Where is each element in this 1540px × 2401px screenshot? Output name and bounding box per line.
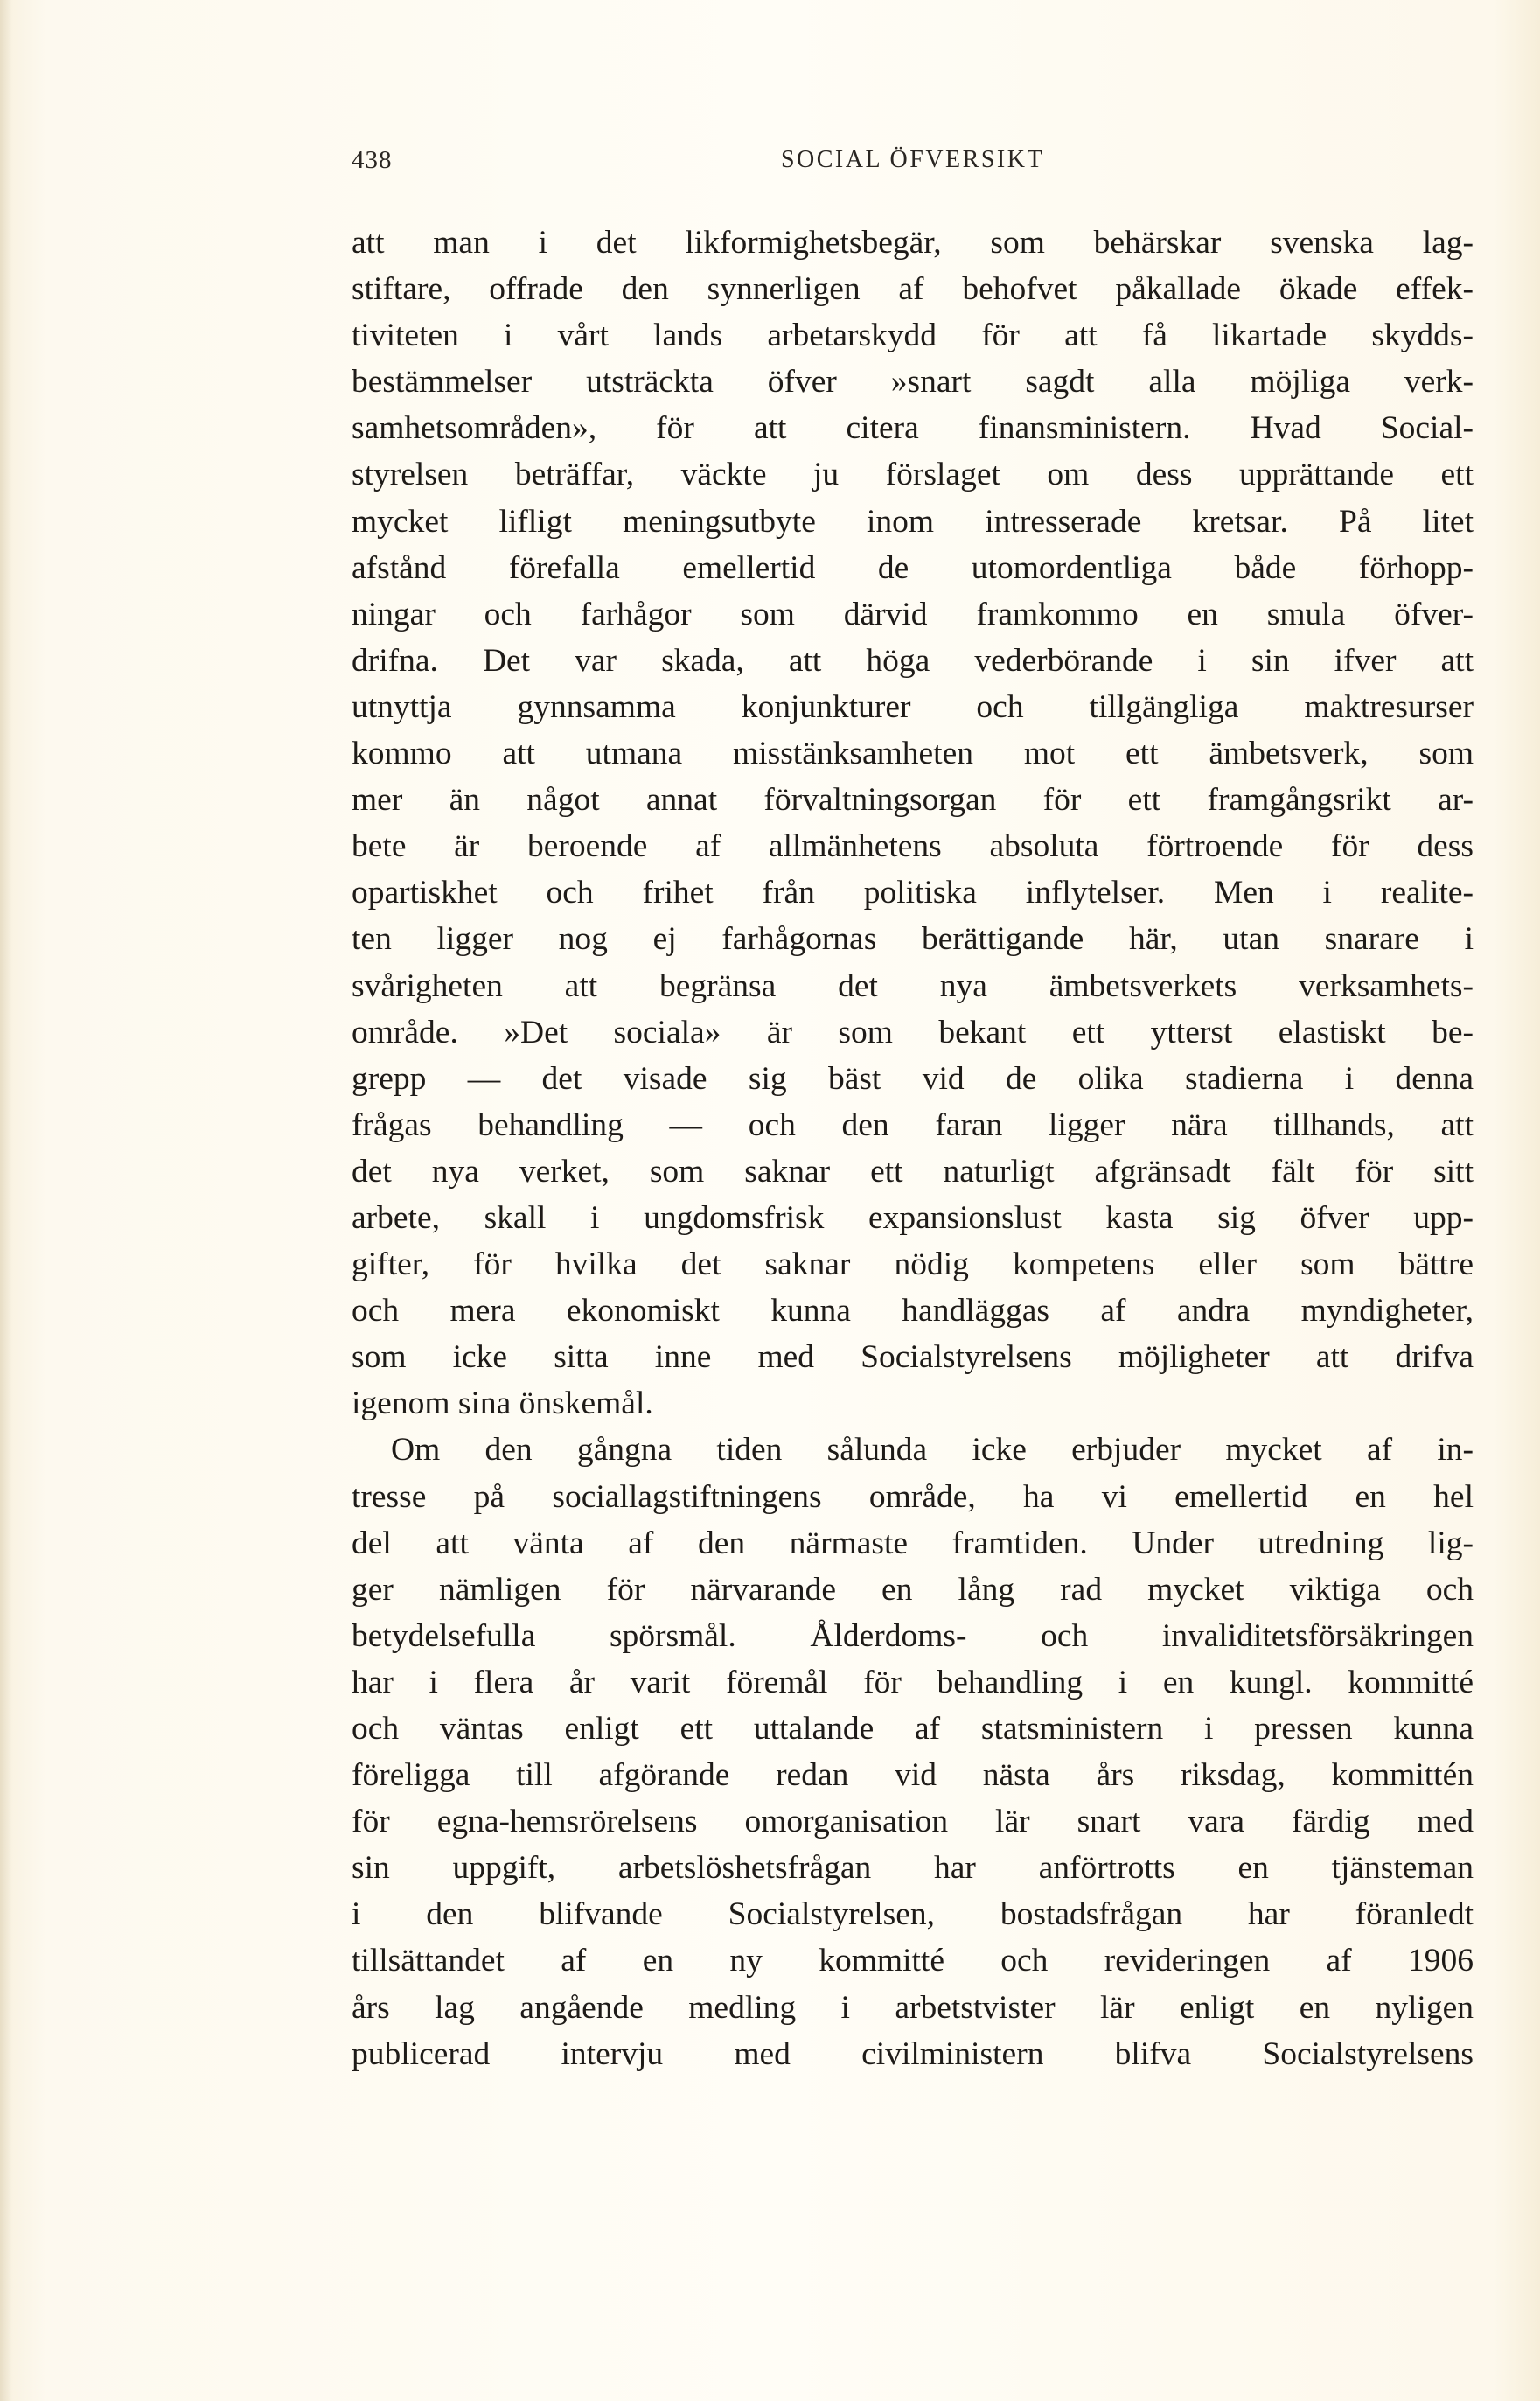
text-line: grepp — det visade sig bäst vid de olika stadierna i denna <box>352 1060 1474 1097</box>
text-line: svårigheten att begränsa det nya ämbetsverkets verksamhets- <box>352 967 1474 1004</box>
page-number: 438 <box>352 146 393 174</box>
text-line: bete är beroende af allmänhetens absoluta förtroende för dess <box>352 828 1474 865</box>
text-line: gifter, för hvilka det saknar nödig kompetens eller som bättre <box>352 1246 1474 1283</box>
text-line: som icke sitta inne med Socialstyrelsens möjligheter att drifva <box>352 1339 1474 1376</box>
text-line: sin uppgift, arbetslöshetsfrågan har anförtrotts en tjänsteman <box>352 1850 1474 1887</box>
text-line: mer än något annat förvaltningsorgan för ett framgångsrikt ar- <box>352 782 1474 819</box>
text-line: års lag angående medling i arbetstvister lär enligt en nyligen <box>352 1989 1474 2026</box>
text-line: mycket lifligt meningsutbyte inom intresserade kretsar. På litet <box>352 503 1474 540</box>
body-text <box>352 220 1474 2077</box>
text-line: ger nämligen för närvarande en lång rad mycket viktiga och <box>352 1571 1474 1608</box>
text-line: i den blifvande Socialstyrelsen, bostadsfrågan har föranledt <box>352 1896 1474 1933</box>
text-line: samhetsområden», för att citera finansministern. Hvad Social- <box>352 410 1474 447</box>
text-line: tillsättandet af en ny kommitté och revideringen af 1906 <box>352 1943 1474 1979</box>
text-line: det nya verket, som saknar ett naturligt afgränsadt fält för sitt <box>352 1153 1474 1190</box>
text-line: föreligga till afgörande redan vid nästa års riksdag, kommittén <box>352 1757 1474 1794</box>
text-line: opartiskhet och frihet från politiska inflytelser. Men i realite- <box>352 875 1474 911</box>
text-line: för egna-hemsrörelsens omorganisation lär snart vara färdig med <box>352 1804 1474 1840</box>
text-line: ningar och farhågor som därvid framkommo en smula öfver- <box>352 596 1474 632</box>
text-line: ten ligger nog ej farhågornas berättigande här, utan snarare i <box>352 921 1474 958</box>
running-title: SOCIAL ÖFVERSIKT <box>780 146 1045 173</box>
text-line: tiviteten i vårt lands arbetarskydd för att få likartade skydds- <box>352 318 1474 354</box>
paragraph-end-line: igenom sina önskemål. <box>352 1385 653 1422</box>
text-line: kommo att utmana misstänksamheten mot ett ämbetsverk, som <box>352 736 1474 772</box>
page-header <box>352 146 1474 185</box>
text-line: arbete, skall i ungdomsfrisk expansionslust kasta sig öfver upp- <box>352 1199 1474 1236</box>
text-line: har i flera år varit föremål för behandling i en kungl. kommitté <box>352 1664 1474 1700</box>
text-line: betydelsefulla spörsmål. Ålderdoms- och invaliditetsförsäkringen <box>352 1617 1474 1654</box>
text-line: styrelsen beträffar, väckte ju förslaget om dess upprättande ett <box>352 457 1474 493</box>
page-edge-shadow <box>0 0 12 2401</box>
text-line: frågas behandling — och den faran ligger nära tillhands, att <box>352 1106 1474 1143</box>
text-line: drifna. Det var skada, att höga vederbörande i sin ifver att <box>352 642 1474 679</box>
text-line: bestämmelser utsträckta öfver »snart sagdt alla möjliga verk- <box>352 364 1474 401</box>
text-line: tresse på sociallagstiftningens område, ha vi emellertid en hel <box>352 1478 1474 1515</box>
text-line: område. »Det sociala» är som bekant ett ytterst elastiskt be- <box>352 1014 1474 1050</box>
paragraph-start-line: Om den gångna tiden sålunda icke erbjuder mycket af in- <box>391 1432 1474 1469</box>
text-line: afstånd förefalla emellertid de utomordentliga både förhopp- <box>352 549 1474 586</box>
text-line: utnyttja gynnsamma konjunkturer och tillgängliga maktresurser <box>352 688 1474 725</box>
text-line: och väntas enligt ett uttalande af statsministern i pressen kunna <box>352 1711 1474 1747</box>
text-line: att man i det likformighetsbegär, som behärskar svenska lag- <box>352 225 1474 261</box>
text-line: publicerad intervju med civilministern blifva Socialstyrelsens <box>352 2035 1474 2072</box>
text-line: del att vänta af den närmaste framtiden. Under utredning lig- <box>352 1525 1474 1561</box>
text-line: stiftare, offrade den synnerligen af behofvet påkallade ökade effek- <box>352 271 1474 308</box>
text-line: och mera ekonomiskt kunna handläggas af andra myndigheter, <box>352 1293 1474 1330</box>
